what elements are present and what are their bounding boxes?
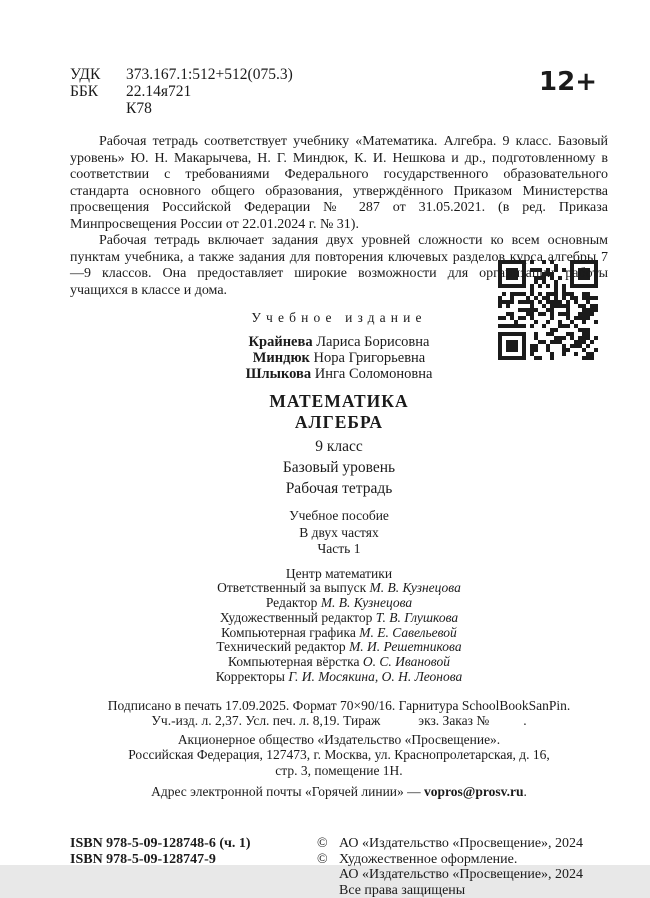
author-name: Инга Соломоновна (314, 366, 433, 382)
isbn-series: ISBN 978-5-09-128747-9 (70, 851, 216, 867)
print-info-line-1: Подписано в печать 17.09.2025. Формат 70×90/16. Гарнитура SchoolBookSanPin. (107, 697, 571, 713)
credit-name: М. И. Решетникова (349, 639, 462, 655)
publisher-address-1: Российская Федерация, 127473, г. Москва, ул. Краснопролетарская, д. 16, (128, 747, 550, 763)
copyright-line: АО «Издательство «Просвещение», 2024 (339, 867, 584, 883)
author-surname: Шлыкова (245, 366, 312, 382)
udk-value: 373.167.1:512+512(075.3) (126, 66, 293, 83)
credit-role: Ответственный за выпуск (217, 580, 367, 596)
credit-name: М. В. Кузнецова (320, 595, 413, 611)
credit-center: Центр математики (285, 565, 393, 581)
hotline-email: vopros@prosv.ru (424, 783, 524, 799)
bbk-label: ББК (70, 83, 99, 100)
author-surname: Крайнева (248, 334, 313, 350)
copyright-line: © Художественное оформление. (317, 851, 518, 867)
author-sign-row (70, 100, 608, 117)
copyright-sign: © (317, 851, 328, 867)
copyright-line: © АО «Издательство «Просвещение», 2024 (317, 836, 584, 852)
grade-label: 9 класс (315, 438, 363, 455)
book-title-subject: МАТЕМАТИКА (269, 391, 409, 411)
annotation-paragraph-1: Рабочая тетрадь соответствует учебнику «Математика. Алгебра. 9 класс. Базовый уровень» Ю. Н. Макарычева, Н. Г. Миндюк, К. И. Нешкова и др., подготовленному в соответствии с требованиями Федерального государственного образовательного стандарта основного общего образования, утверждённого Приказом Министерства просвещения Российской Федерации № 287 от 31.05.2021. (в ред. Приказа Минпросвещения России от 22.01.2024 г. № 31). (70, 134, 608, 232)
credit-name: М. Е. Савельевой (359, 624, 457, 640)
author-line (70, 366, 608, 382)
credit-role: Компьютерная вёрстка (228, 654, 360, 670)
annotation-paragraph-2: Рабочая тетрадь включает задания двух уровней сложности ко всем основным пунктам учебника, а также задания для повторения ключевых разделов курса алгебры 7—9 классов. Она предоставляет широкие возможности для организации работы учащихся в классе и дома. (70, 233, 608, 298)
copyright-column (317, 836, 608, 898)
classification-block (70, 66, 608, 117)
book-title-block (70, 391, 608, 433)
grade-block (70, 436, 608, 499)
age-rating-badge: 12+ (539, 67, 597, 97)
isbn-copyright-block (70, 836, 608, 898)
credit-role: Технический редактор (216, 639, 346, 655)
credit-name: О. С. Ивановой (362, 654, 450, 670)
credit-line (70, 626, 608, 641)
credit-role: Художественный редактор (219, 609, 373, 625)
credit-line (70, 596, 608, 611)
udk-label: УДК (70, 66, 101, 83)
copyright-sign: © (317, 836, 328, 852)
credit-name: Т. В. Глушкова (375, 609, 459, 625)
credit-line (70, 655, 608, 670)
author-line (70, 334, 608, 350)
book-title-course: АЛГЕБРА (294, 412, 384, 432)
print-info-line-2: Уч.-изд. л. 2,37. Усл. печ. л. 8,19. Тираж экз. Заказ № . (151, 713, 527, 729)
page-content (70, 66, 608, 898)
book-type-label: Рабочая тетрадь (285, 480, 393, 497)
author-name: Лариса Борисовна (316, 334, 430, 350)
author-sign: К78 (126, 100, 152, 117)
author-surname: Миндюк (252, 350, 310, 366)
bbk-value: 22.14я721 (126, 83, 192, 100)
credit-name: М. В. Кузнецова (369, 580, 461, 596)
credit-role: Корректоры (215, 669, 285, 685)
credits-block (70, 567, 608, 685)
bbk-row (70, 83, 608, 100)
author-line (70, 350, 608, 366)
copyright-line: Все права защищены (339, 882, 466, 898)
hotline-email-label: Адрес электронной почты «Горячей линии» — (151, 783, 421, 799)
imprint-block (70, 698, 608, 799)
subtitle-block (70, 508, 608, 558)
hotline-email-line: Адрес электронной почты «Горячей линии» — vopros@prosv.ru. (151, 783, 527, 799)
publisher-address-2: стр. 3, помещение 1Н. (275, 762, 403, 778)
edition-kind: Учебное издание (251, 310, 427, 325)
author-name: Нора Григорьевна (313, 350, 426, 366)
edition-block (70, 310, 608, 685)
isbn-column (70, 836, 317, 898)
credit-line (70, 640, 608, 655)
subtitle-part-number: Часть 1 (317, 541, 361, 556)
credit-line (70, 670, 608, 685)
credit-name: Г. И. Мосякина, О. Н. Леонова (288, 669, 463, 685)
publisher-block (70, 732, 608, 778)
udk-row (70, 66, 608, 83)
subtitle-parts: В двух частях (299, 524, 379, 540)
credit-role: Компьютерная графика (221, 624, 356, 640)
credit-line (70, 611, 608, 626)
credit-line (70, 581, 608, 596)
publisher-name: Акционерное общество «Издательство «Просвещение». (177, 732, 501, 748)
isbn-part-1: ISBN 978-5-09-128748-6 (ч. 1) (70, 836, 251, 852)
credit-role: Редактор (265, 595, 318, 611)
subtitle-kind: Учебное пособие (289, 508, 389, 523)
level-label: Базовый уровень (282, 459, 396, 476)
